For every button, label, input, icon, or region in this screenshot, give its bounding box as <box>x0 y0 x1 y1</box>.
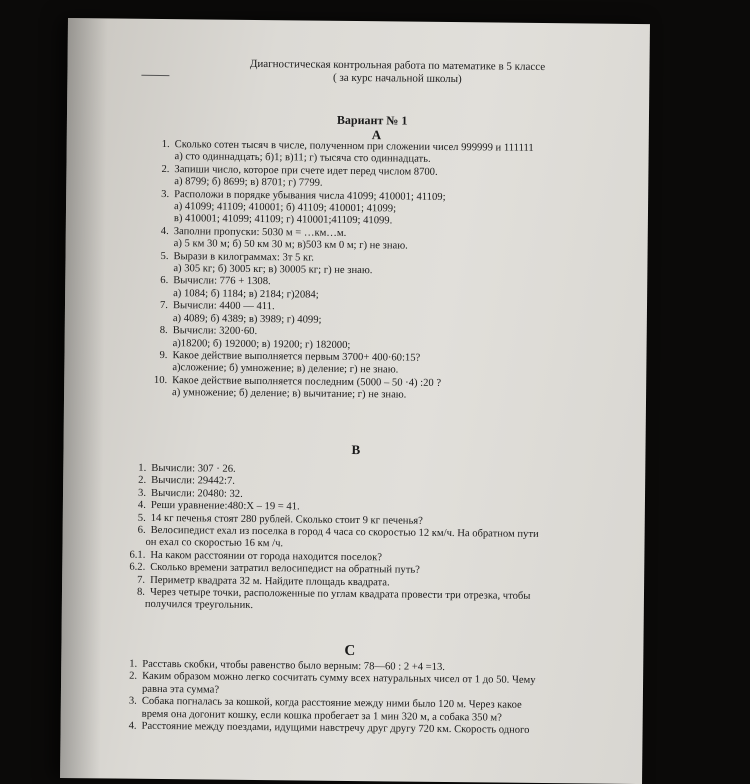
question-continuation: равна эта сумма? <box>141 683 220 696</box>
question-text: Вычисли: 20480: 32. <box>150 487 243 500</box>
question-text: Через четыре точки, расположенные по углам квадрата провести три отрезка, чтобы <box>149 586 531 602</box>
question-number: 10. <box>153 374 168 386</box>
question-text: На каком расстоянии от города находится поселок? <box>150 549 383 564</box>
section-b-questions <box>127 463 629 617</box>
question-text: Расстояние между поездами, идущими навстречу друг другу 720 км. Скорость одного <box>141 720 530 736</box>
worksheet-paper <box>60 18 650 784</box>
question-item <box>151 189 621 231</box>
question-continuation: время она догонит кошку, если кошка пробегает за 1 мин 320 м, а собака 350 м? <box>141 708 502 724</box>
question-text: Какое действие выполняется последним (5000 – 50 ·4) :20 ? <box>172 374 442 389</box>
question-text: Вычисли: 307 · 26. <box>151 462 236 475</box>
question-number: 8. <box>136 586 146 598</box>
question-text: Запиши число, которое при счете идет перед числом 8700. <box>174 163 438 178</box>
question-number: 5. <box>137 512 146 524</box>
question-text: Вычисли: 3200·60. <box>172 325 258 338</box>
question-number: 9. <box>159 349 168 361</box>
question-text: Каким образом можно легко сосчитать сумму всех натуральных чисел от 1 до 50. Чему <box>142 671 536 687</box>
answer-options: а) 5 км 30 м; б) 50 км 30 м; в)503 км 0 м; г) не знаю. <box>173 238 408 252</box>
question-number: 2. <box>161 163 170 175</box>
answer-options: а)18200; б) 192000; в) 19200; г) 182000; <box>172 337 351 351</box>
section-c-questions <box>119 659 620 739</box>
worksheet-subtitle: ( за курс начальной школы) <box>332 71 462 86</box>
question-text: Вырази в килограммах: 3т 5 кг. <box>173 250 315 264</box>
variant-label: Вариант № 1 <box>336 112 408 128</box>
section-a-questions <box>149 139 622 404</box>
question-text: Вычисли: 29442:7. <box>151 475 236 488</box>
question-number: 3. <box>138 487 147 499</box>
question-number: 2. <box>129 671 138 683</box>
question-text: Собака погналась за кошкой, когда расстояние между ними было 120 м. Через какое <box>141 696 522 712</box>
question-text: Расставь скобки, чтобы равенство было верным: 78—60 : 2 +4 =13. <box>142 658 445 673</box>
question-number: 4. <box>160 225 169 237</box>
question-number: 6. <box>137 524 146 536</box>
question-item <box>127 587 627 617</box>
question-number: 4. <box>137 499 146 512</box>
worksheet-title: Диагностическая контрольная работа по математике в 5 классе <box>249 57 546 73</box>
question-text: 14 кг печенья стоят 280 рублей. Сколько стоит 9 кг печенья? <box>150 512 423 527</box>
answer-options: а) 1084; б) 1184; в) 2184; г)2084; <box>173 287 319 301</box>
answer-options: а)сложение; б) умножение; в) деление; г) не знаю. <box>172 362 399 376</box>
question-text: Реши уравнение:480:Х – 19 = 41. <box>150 500 300 513</box>
question-number: 6.1. <box>129 549 146 561</box>
answer-options: а) 41099; 41109; 410001; б) 41109; 410001; 41099; <box>173 201 397 215</box>
question-number: 1. <box>161 138 170 151</box>
question-text: Заполни пропуски: 5030 м = …км…м. <box>173 225 347 239</box>
question-continuation: получился треугольник. <box>144 599 254 612</box>
question-item <box>149 375 619 405</box>
question-text: Расположи в порядке убывания числа 41099; 410001; 41109; <box>174 188 446 203</box>
answer-options: а) 4089; б) 4389; в) 3989; г) 4099; <box>172 312 322 326</box>
question-text: Периметр квадрата 32 м. Найдите площадь квадрата. <box>150 574 390 589</box>
question-number: 7. <box>137 574 146 586</box>
pen-mark <box>141 75 169 76</box>
worksheet-header <box>207 57 587 87</box>
question-text: Сколько сотен тысяч в числе, полученном при сложении чисел 999999 и 111111 <box>174 139 534 154</box>
section-a-letter: А <box>371 127 382 143</box>
question-number: 6. <box>160 275 169 287</box>
question-number: 2. <box>138 475 147 487</box>
answer-options: а) сто одиннадцать; б)1; в)11; г) тысяча сто одиннадцать. <box>174 151 431 166</box>
question-number: 4. <box>128 720 137 732</box>
question-text: Какое действие выполняется первым 3700+ 400·60:15? <box>172 350 421 364</box>
question-text: Сколько времени затратил велосипедист на обратный путь? <box>150 562 420 576</box>
question-text: Велосипедист ехал из поселка в город 4 часа со скоростью 12 км/ч. На обратном пути <box>150 524 539 540</box>
section-b-letter: В <box>351 441 361 458</box>
question-continuation: он ехал со скоростью 16 км /ч. <box>145 537 284 550</box>
question-text: Вычисли: 4400 — 411. <box>172 300 275 313</box>
question-number: 1. <box>138 462 147 474</box>
question-number: 5. <box>160 250 169 262</box>
paper-shadow <box>60 18 108 778</box>
question-number: 6.2. <box>129 561 146 574</box>
question-text: Вычисли: 776 + 1308. <box>173 275 271 288</box>
question-number: 1. <box>129 658 138 670</box>
answer-options: а) 8799; б) 8699; в) 8701; г) 7799. <box>174 176 323 189</box>
question-number: 3. <box>161 188 170 200</box>
answer-options: а) 305 кг; б) 3005 кг; в) 30005 кг; г) не знаю. <box>173 263 373 277</box>
question-number: 3. <box>128 695 137 707</box>
question-number: 8. <box>159 325 168 337</box>
section-c-letter: С <box>344 642 356 660</box>
answer-options: а) умножение; б) деление; в) вычитание; г) не знаю. <box>172 387 407 401</box>
answer-options: в) 410001; 41099; 41109; г) 410001;41109; 41099. <box>173 213 393 227</box>
question-number: 7. <box>159 300 169 312</box>
